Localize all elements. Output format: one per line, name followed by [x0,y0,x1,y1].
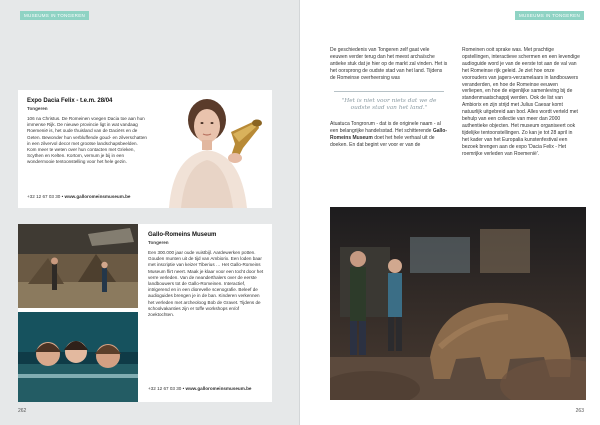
pull-quote: "Het is niet voor niets dat we de oudste stad van het land." [334,91,444,113]
museum-description: Een 300.000 jaar oude vuistbijl. Aardewerken potten. Gouden munten uit de tijd van Ambiorix. Een loden baar met inscriptie van keizer Tiberius … Het Gallo-Romeins Museum flirt neert. Maak je klaar voor een tocht door het verre verleden. Van de neanderthalers over de eerste landbouwers tot de Gallo-Romeinen. Interactief, intrigerend en in een diorevelle scenografie. Beleef de audioguides brengen je in de ban. Kinderen verkennen het verleden met archeoloog Bob de Gravet. Tijdens de schoolvakanties zijn er toffe workshops en/of zoektochten. [148,250,264,318]
article-column-2 [462,47,580,158]
museum-phone: +32 12 67 03 30 • [148,386,185,391]
museum-visitors-photo [18,224,138,308]
expo-card [18,90,272,208]
expo-contact [27,194,130,199]
expo-phone: +32 12 67 03 30 • [27,194,64,199]
section-tag: MUSEUMS IN TONGEREN [515,11,584,20]
article-text: Atuatuca Tongrorum - dat is de originele naam - al een belangrijke handelsstad. Het schitterende [330,121,441,135]
expo-title: Expo Dacia Felix - t.e.m. 28/04 [27,98,113,104]
article-text: doet het hele verhaal uit de doeken. En dat begint ver voor er van de [330,135,435,149]
museum-location: Tongeren [148,240,169,245]
article-paragraph: De geschiedenis van Tongeren zelf gaat vele eeuwen verder terug dan het meest archaïsche antieke stuk dat je hier op de markt zal vinden. Het is het oorsprong de oudste stad van het land. Tijdens de Romeinse overheersing was [330,47,448,81]
woman-holding-golden-vessel-photo [151,90,272,208]
museum-card [18,224,272,402]
children-looking-at-vitrine-photo [18,312,138,402]
page-number: 262 [18,408,27,414]
museum-gallery-with-prehistoric-animals-photo [330,207,586,400]
article-column-1 [330,47,448,149]
expo-website-link[interactable]: www.galloromeinsmuseum.be [64,194,131,199]
expo-location: Tongeren [27,106,48,111]
museum-contact [148,386,251,391]
museum-title: Gallo-Romeins Museum [148,232,217,238]
museum-card-text [148,232,266,318]
article-paragraph [330,121,448,149]
museum-website-link[interactable]: www.galloromeinsmuseum.be [185,386,252,391]
page-number: 263 [575,408,584,414]
museum-name-bold: Gallo-Romeins Museum [330,128,448,142]
section-tag: MUSEUMS IN TONGEREN [20,11,89,20]
expo-card-text [27,98,147,166]
expo-description: 106 na Christus. De Romeinen voegen Dacia toe aan hun immense Rijk. De nieuwe provincie ligt in wat vandaag Roemenië is, het oude thuisland van de Daciërs en de Geten. Bewonder hun verbluffende goud- en zilverschatten in een zilvervol decor met grootse landschapsbeelden. Kom meer te weten over hun contacten met Grieken, Scythen en Kelten. Kortom, vernum je bij in een wondermooie tentoonstelling voor het hele gezin. [27,116,147,165]
article-paragraph: Romeinen ooit sprake was. Met prachtige opstellingen, interactieve schermen en een levendige audioguide word je van de eerste tot aan de val van het Romeinse rijk geleid. Je ziet hoe onze voorouders van jagers-verzamelaars in landbouwers veranderden, en hoe de Romeinse eeuwen verliepen, en hoe de eigenlijke samenleving bij de standenmaatschappij werden. Ook de list van Ambiorix en zijn strijd met Julius Caesar komt natuurlijk uitgebreid aan bod. Alles wordt verteld met behulp van een collectie van meer dan 2000 authentieke objecten. Het museum organiseert ook tijdelijke tentoonstellingen. Zo kan je tot 28 april in het kader van het Europalia kunstenfestival een bezoek brengen aan de expo 'Dacia Felix - Het roemrijke verleden van Roemenië'. [462,47,580,157]
